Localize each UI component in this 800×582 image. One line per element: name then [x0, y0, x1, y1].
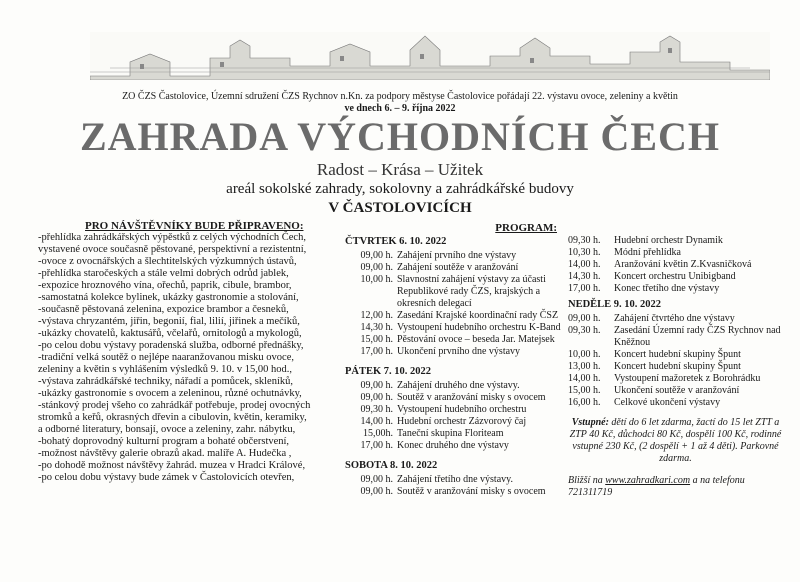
program-event	[568, 373, 783, 385]
visitors-list-item: -ovoce z ovocnářských a šlechtitelských výzkumných ústavů,	[38, 256, 297, 267]
event-description: Módní přehlídka	[614, 247, 681, 258]
event-description: Taneční skupina Floriteam	[397, 428, 504, 439]
event-time: 09,00 h.	[360, 250, 393, 261]
visitors-list-item: vystavené ovoce současně pěstované, perspektivní a rezistentní,	[38, 244, 307, 255]
event-description: Zasedání Krajské koordinační rady ČSZ	[397, 310, 559, 321]
event-time: 10,30 h.	[568, 247, 601, 258]
event-description: Vystoupení mažoretek z Borohrádku	[614, 373, 761, 384]
program-event	[568, 259, 783, 271]
event-time: 09,30 h.	[568, 325, 601, 336]
town-skyline-illustration	[90, 32, 770, 80]
program-event	[568, 325, 783, 349]
event-time: 14,00 h.	[360, 416, 393, 427]
event-dates: ve dnech 6. – 9. října 2022	[344, 103, 456, 114]
event-description: Ukončení prvního dne výstavy	[397, 346, 521, 357]
event-time: 14,00 h.	[568, 373, 601, 384]
event-time: 09,00 h.	[360, 486, 393, 497]
event-time: 15,00h.	[363, 428, 393, 439]
entry-fees	[568, 417, 783, 465]
event-description: Koncert hudební skupiny Špunt	[614, 349, 741, 360]
event-description: Zahájení třetího dne výstavy.	[397, 474, 513, 485]
event-time: 09,00 h.	[360, 380, 393, 391]
program-event	[568, 271, 783, 283]
event-time: 15,00 h.	[568, 385, 601, 396]
visitors-list-item: -přehlídka staročeských a stále velmi dobrých odrůd jablek,	[38, 268, 289, 279]
event-description: Slavnostní zahájení výstavy za účasti Republikové rady ČZS, krajských a okresních delegací	[397, 274, 546, 309]
poster-subtitle: Radost – Krása – Užitek	[316, 160, 484, 179]
event-description: Soutěž v aranžování misky s ovocem	[397, 486, 546, 497]
program-event	[345, 346, 565, 358]
program-event	[345, 380, 565, 392]
visitors-list-item: -ukázky gastronomie s ovocem a zeleninou, různé ochutnávky,	[38, 388, 302, 399]
event-description: Konec druhého dne výstavy	[397, 440, 509, 451]
visitors-list-item: -samostatná kolekce bylinek, ukázky gastronomie a stolování,	[38, 292, 299, 303]
program-column-middle	[345, 222, 565, 498]
event-time: 09,00 h.	[360, 392, 393, 403]
program-event	[345, 428, 565, 440]
event-time: 15,00 h.	[360, 334, 393, 345]
program-event	[345, 486, 565, 498]
program-days-mid	[345, 236, 565, 498]
event-time: 12,00 h.	[360, 310, 393, 321]
program-event	[345, 416, 565, 428]
day-heading: ČTVRTEK 6. 10. 2022	[345, 236, 447, 247]
event-time: 09,00 h.	[360, 474, 393, 485]
event-time: 17,00 h.	[568, 283, 601, 294]
event-time: 09,30 h.	[360, 404, 393, 415]
program-event	[568, 283, 783, 295]
event-time: 17,00 h.	[360, 440, 393, 451]
program-heading: PROGRAM:	[495, 222, 557, 234]
program-event	[345, 404, 565, 416]
event-description: Ukončení soutěže v aranžování	[614, 385, 740, 396]
event-time: 14,30 h.	[568, 271, 601, 282]
event-description: Aranžování květin Z.Kvasničková	[614, 259, 752, 270]
website-link[interactable]: www.zahradkari.com	[605, 475, 691, 486]
program-event	[345, 474, 565, 486]
event-description: Zahájení čtvrtého dne výstavy	[614, 313, 735, 324]
event-description: Celkové ukončení výstavy	[614, 397, 721, 408]
event-description: Zasedání Územní rady ČZS Rychnov nad Kněžnou	[614, 325, 781, 348]
program-event	[568, 247, 783, 259]
visitors-list-item: -výstava chryzantém, jiřin, begonií, fial, lilií, jiřinek a mečíků,	[38, 316, 300, 327]
entry-label: Vstupné:	[571, 417, 609, 428]
town-name: V ČASTOLOVICÍCH	[328, 200, 472, 216]
visitors-heading: PRO NÁVŠTĚVNÍKY BUDE PŘIPRAVENO:	[85, 220, 304, 232]
event-time: 10,00 h.	[360, 274, 393, 285]
contact-prefix: Bližší na	[568, 475, 606, 486]
organizer-intro: ZO ČZS Častolovice, Územní sdružení ČZS Rychnov n.Kn. za podpory městyse Častolovice pořádají 22. výstavu ovoce, zeleniny a květin	[122, 91, 678, 102]
event-description: Hudební orchestr Dynamik	[614, 235, 723, 246]
visitors-list-item: stromků a keřů, okrasných dřevin a cibulovin, květin, keramiky,	[38, 412, 307, 423]
program-event	[345, 392, 565, 404]
visitors-list-item: -po celou dobu výstavy poradenská služba, odborné přednášky,	[38, 340, 304, 351]
event-description: Vystoupení hudebního orchestru K-Band	[397, 322, 561, 333]
visitors-list-item: -ukázky chovatelů, kaktusářů, včelařů, ornitologů a mykologů,	[38, 328, 302, 339]
poster-title: ZAHRADA VÝCHODNÍCH ČECH	[79, 114, 721, 159]
program-event	[568, 235, 783, 247]
visitors-list-item: -po celou dobu výstavy bude zámek v Častolovicích otevřen,	[38, 472, 295, 483]
program-event	[345, 262, 565, 274]
visitors-list-item: -tradiční velká soutěž o nejlépe naaranžovanou misku ovoce,	[38, 352, 294, 363]
program-event	[345, 310, 565, 322]
contact-suffix: a na telefonu 721311719	[568, 475, 745, 498]
visitors-list-item: -možnost návštěvy galerie obrazů akad. malíře A. Hudečka ,	[38, 448, 292, 459]
visitors-list-item: zeleniny a květin s vyhlášením výsledků 9. 10. v 15,00 hod.,	[38, 364, 293, 375]
program-column-right	[568, 235, 783, 499]
visitors-list-item: -stánkový prodej všeho co zahrádkář potřebuje, prodej ovocných	[38, 400, 311, 411]
program-event	[345, 250, 565, 262]
event-description: Zahájení druhého dne výstavy.	[397, 380, 520, 391]
event-time: 09,00 h.	[568, 313, 601, 324]
visitors-list-item: a odborné literatury, bonsají, ovoce a zeleniny, zahr. nábytku,	[38, 424, 296, 435]
event-description: Hudební orchestr Zázvorový čaj	[397, 416, 527, 427]
event-description: Koncert orchestru Unibigband	[614, 271, 736, 282]
sunday-events	[568, 313, 783, 409]
visitors-list-item: -přehlídka zahrádkářských výpěstků z celých východních Čech,	[38, 232, 306, 243]
program-event	[568, 313, 783, 325]
day-heading: PÁTEK 7. 10. 2022	[345, 366, 432, 377]
event-time: 14,00 h.	[568, 259, 601, 270]
program-event	[345, 274, 565, 310]
visitors-list-item: -po dohodě možnost návštěvy žahrád. muzea v Hradci Králové,	[38, 460, 306, 471]
event-description: Zahájení prvního dne výstavy	[397, 250, 517, 261]
entry-text: dětí do 6 let zdarma, žactí do 15 let ZTT a ZTP 40 Kč, důchodci 80 Kč, dospělí 100 Kč, rodinné vstupné 230 Kč, (2 dospělí + 1 až 4 děti). Parkovné zdarma.	[569, 417, 782, 464]
program-event	[568, 361, 783, 373]
event-description: Vystoupení hudebního orchestru	[397, 404, 527, 415]
event-description: Soutěž v aranžování misky s ovocem	[397, 392, 546, 403]
event-time: 09,30 h.	[568, 235, 601, 246]
event-time: 09,00 h.	[360, 262, 393, 273]
event-description: Koncert hudební skupiny Špunt	[614, 361, 741, 372]
program-event	[345, 334, 565, 346]
venue-text: areál sokolské zahrady, sokolovny a zahrádkářské budovy	[226, 181, 574, 197]
event-description: Konec třetího dne výstavy	[614, 283, 720, 294]
program-event	[345, 440, 565, 452]
program-event	[568, 385, 783, 397]
visitors-column	[38, 220, 338, 484]
event-description: Zahájení soutěže v aranžování	[397, 262, 519, 273]
visitors-list-item: -bohatý doprovodný kulturní program a bohaté občerstvení,	[38, 436, 290, 447]
program-event	[345, 322, 565, 334]
saturday-continued	[568, 235, 783, 295]
event-time: 13,00 h.	[568, 361, 601, 372]
program-event	[568, 397, 783, 409]
day-heading: SOBOTA 8. 10. 2022	[345, 460, 438, 471]
visitors-list-item: -současně pěstovaná zelenina, expozice brambor a česneků,	[38, 304, 289, 315]
event-time: 17,00 h.	[360, 346, 393, 357]
visitors-list-item: -výstava zahrádkářské techniky, nářadí a pomůcek, skleníků,	[38, 376, 294, 387]
event-time: 14,30 h.	[360, 322, 393, 333]
visitors-list-item: -expozice hroznového vína, ořechů, paprik, cibule, brambor,	[38, 280, 292, 291]
event-description: Pěstování ovoce – beseda Jar. Matejsek	[397, 334, 555, 345]
sunday-heading: NEDĚLE 9. 10. 2022	[568, 299, 662, 310]
event-time: 10,00 h.	[568, 349, 601, 360]
program-event	[568, 349, 783, 361]
visitors-list	[38, 232, 338, 484]
event-time: 16,00 h.	[568, 397, 601, 408]
contact-info	[568, 475, 783, 499]
